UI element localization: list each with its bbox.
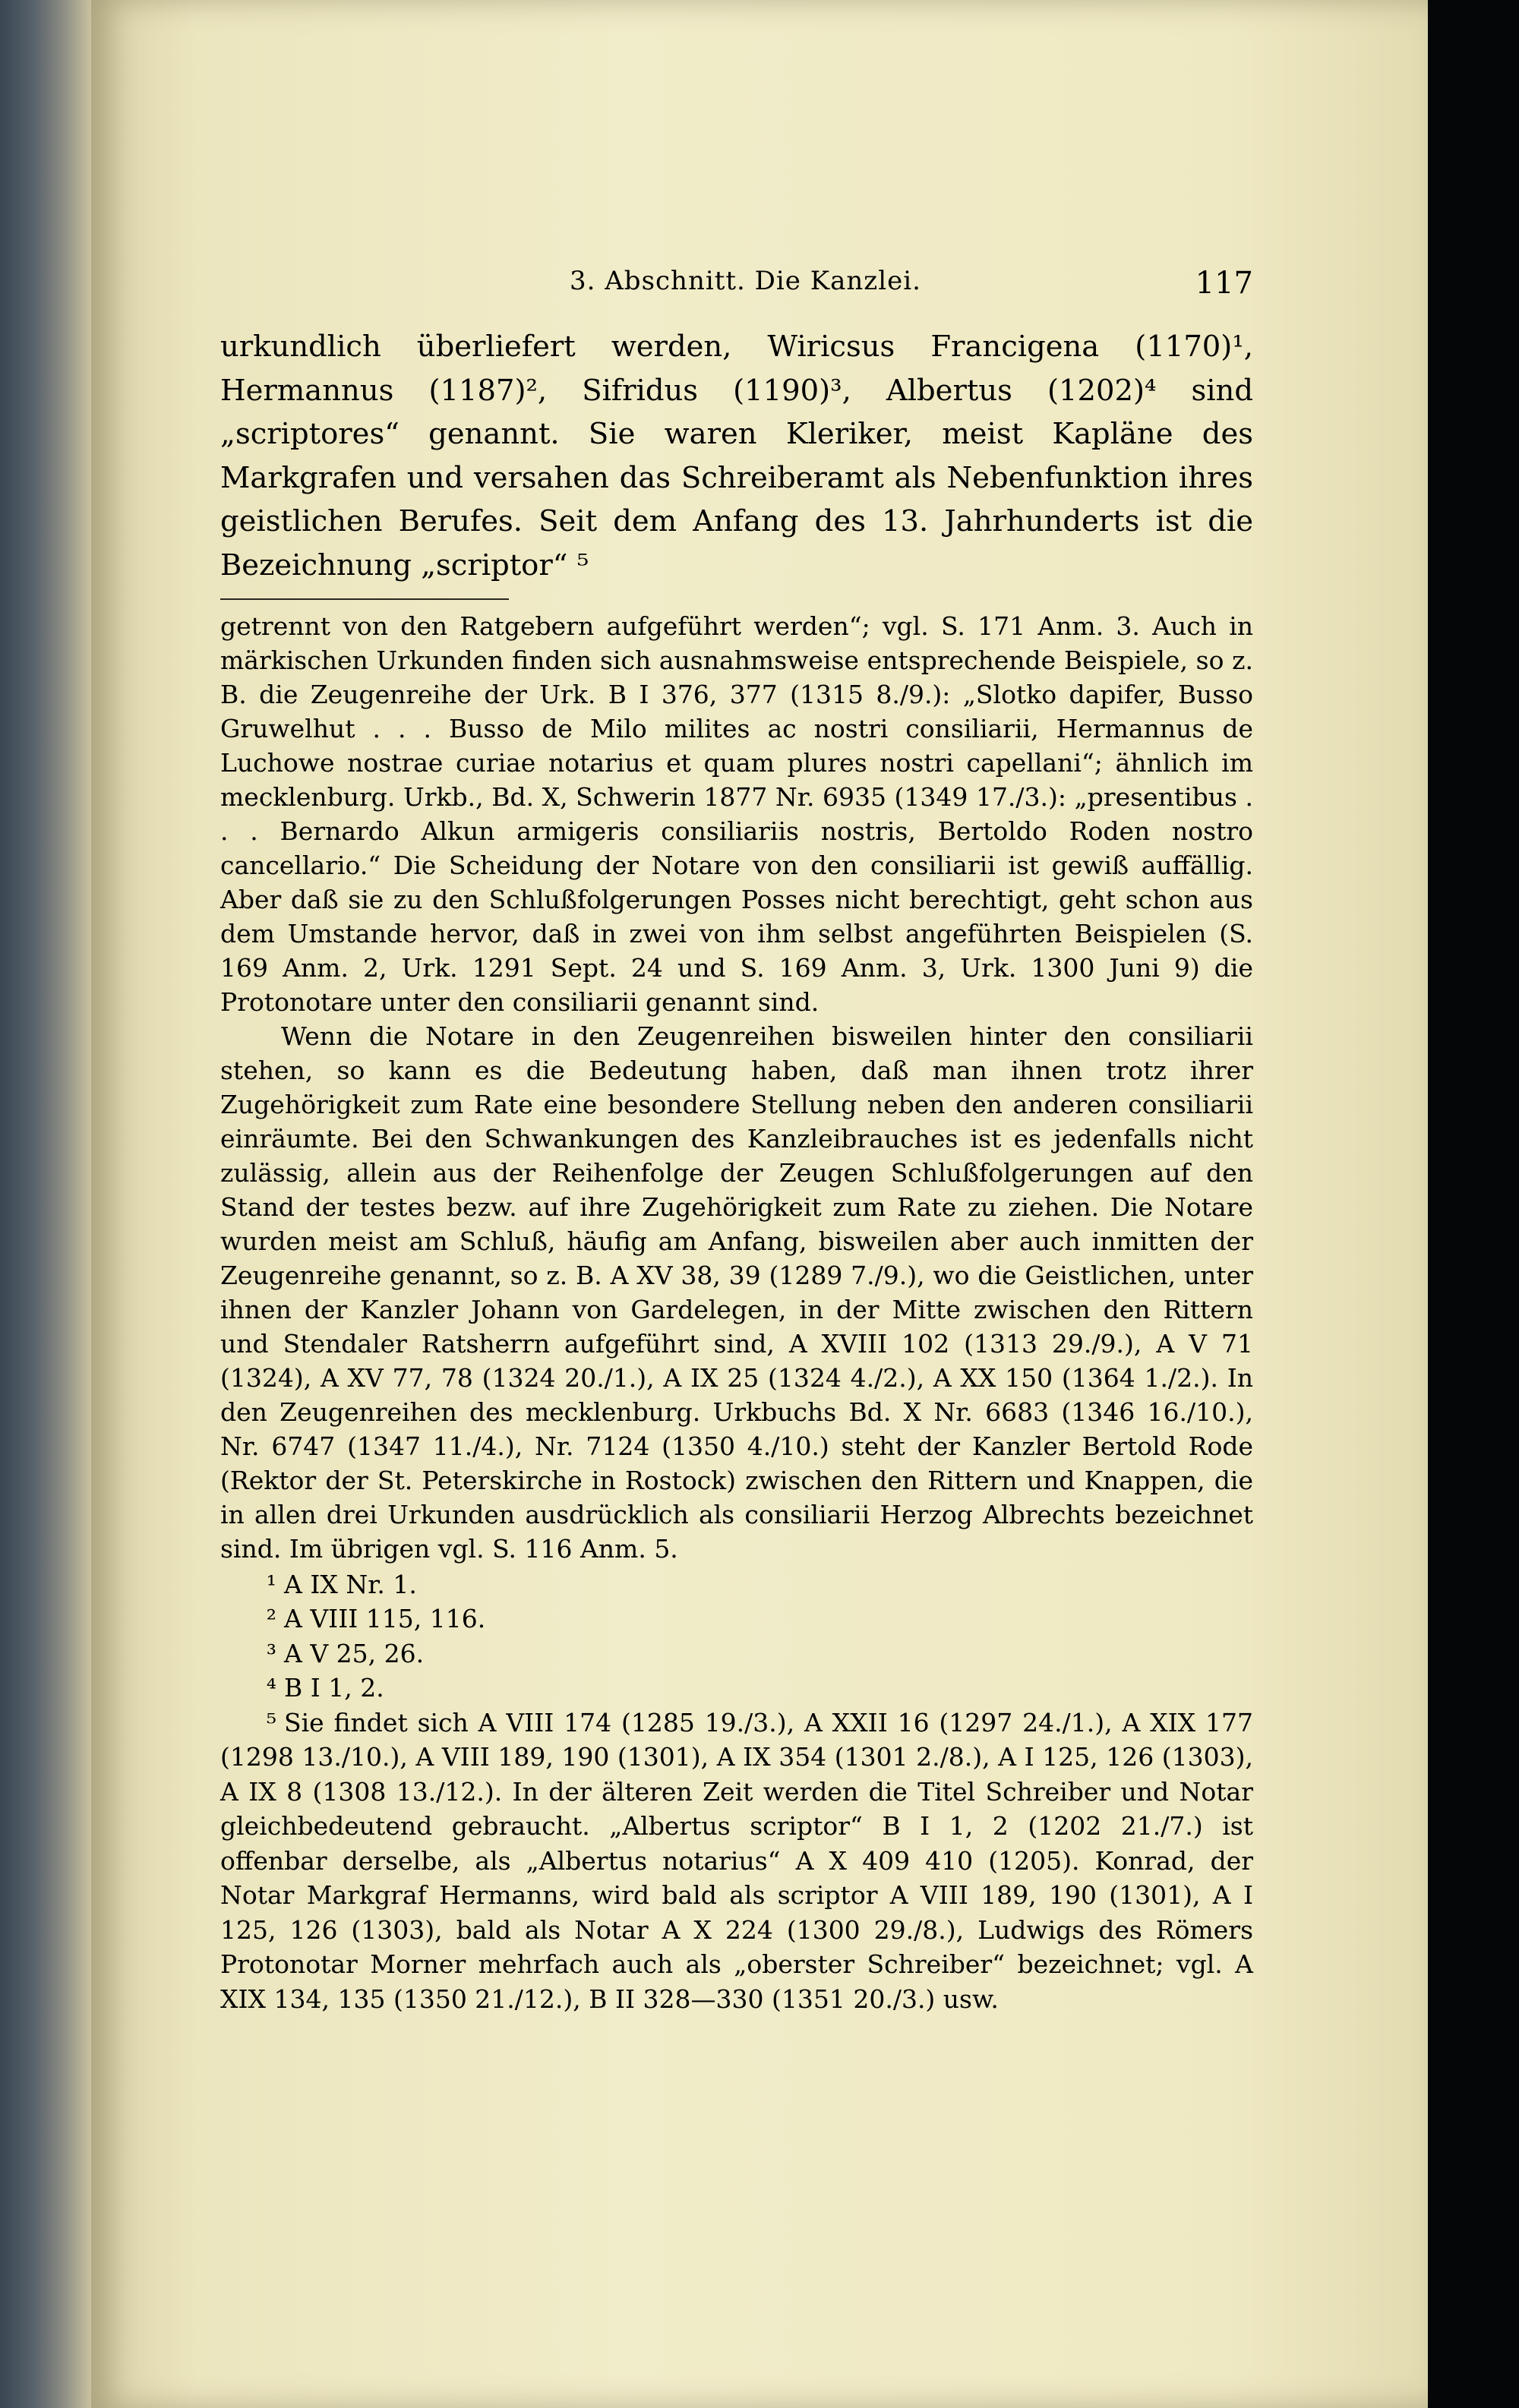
- footnote-separator: [220, 598, 509, 600]
- footnote-number: ⁵: [266, 1707, 276, 1737]
- text-block: [220, 325, 1253, 2016]
- page-number: 117: [1195, 266, 1253, 301]
- footnote: [220, 1567, 1253, 1602]
- background-shadow: [1428, 0, 1519, 2408]
- footnote: [220, 1636, 1253, 1671]
- footnote-number: ²: [266, 1604, 276, 1634]
- main-text: [220, 325, 1253, 588]
- footnote-number: ¹: [266, 1569, 276, 1599]
- footnote-continuation: [220, 609, 1253, 1566]
- running-head: 3. Abschnitt. Die Kanzlei.: [570, 266, 921, 296]
- footnote: [220, 1602, 1253, 1636]
- footnote: [220, 1671, 1253, 1706]
- footnote-number: ⁴: [266, 1673, 276, 1703]
- footnote-text: Sie findet sich A VIII 174 (1285 19./3.), A XXII 16 (1297 24./1.), A XIX 177 (1298 13./10.), A VIII 189, 190 (1301), A IX 354 (1301 2./8.), A I 125, 126 (1303), A IX 8 (1308 13./12.). In der älteren Zeit werden die Titel Schreiber und Notar gleichbedeutend gebraucht. „Albertus scriptor“ B I 1, 2 (1202 21./7.) ist offenbar derselbe, als „Albertus notarius“ A X 409 410 (1205). Konrad, der Notar Markgraf Hermanns, wird bald als scriptor A VIII 189, 190 (1301), A I 125, 126 (1303), bald als Notar A X 224 (1300 29./8.), Ludwigs des Römers Protonotar Morner mehrfach auch als „oberster Schreiber“ bezeichnet; vgl. A XIX 134, 135 (1350 21./12.), B II 328—330 (1351 20./3.) usw.: [220, 1707, 1253, 2014]
- footnote-text: A VIII 115, 116.: [284, 1604, 486, 1634]
- book-spine-edge: [0, 0, 91, 2408]
- footnote-number: ³: [266, 1638, 276, 1668]
- page-header: [478, 266, 1253, 311]
- note-paragraph-2: Wenn die Notare in den Zeugenreihen bisweilen hinter den consiliarii stehen, so kann es die Bedeutung haben, daß man ihnen trotz ihrer Zugehörigkeit zum Rate eine besondere Stellung neben den anderen consiliarii einräumte. Bei den Schwankungen des Kanzleibrauches ist es jedenfalls nicht zulässig, allein aus der Reihenfolge der Zeugen Schlußfolgerungen auf den Stand der testes bezw. auf ihre Zugehörigkeit zum Rate zu ziehen. Die Notare wurden meist am Schluß, häufig am Anfang, bisweilen aber auch inmitten der Zeugenreihe genannt, so z. B. A XV 38, 39 (1289 7./9.), wo die Geistlichen, unter ihnen der Kanzler Johann von Gardelegen, in der Mitte zwischen den Rittern und Stendaler Ratsherrn aufgeführt sind, A XVIII 102 (1313 29./9.), A V 71 (1324), A XV 77, 78 (1324 20./1.), A IX 25 (1324 4./2.), A XX 150 (1364 1./2.). In den Zeugenreihen des mecklenburg. Urkbuchs Bd. X Nr. 6683 (1346 16./10.), Nr. 6747 (1347 11./4.), Nr. 7124 (1350 4./10.) steht der Kanzler Bertold Rode (Rektor der St. Peterskirche in Rostock) zwischen den Rittern und Knappen, die in allen drei Urkunden ausdrücklich als consiliarii Herzog Albrechts bezeichnet sind. Im übrigen vgl. S. 116 Anm. 5.: [220, 1021, 1253, 1564]
- footnote-5: [220, 1706, 1253, 2017]
- footnote-text: B I 1, 2.: [284, 1673, 384, 1703]
- footnote-text: A V 25, 26.: [284, 1638, 425, 1668]
- main-paragraph: urkundlich überliefert werden, Wiricsus Francigena (1170)¹, Hermannus (1187)², Sifridus (1190)³, Albertus (1202)⁴ sind „scriptores“ genannt. Sie waren Kleriker, meist Kapläne des Markgrafen und versahen das Schreiberamt als Nebenfunktion ihres geistlichen Berufes. Seit dem Anfang des 13. Jahrhunderts ist die Bezeichnung „scriptor“ ⁵: [220, 330, 1253, 582]
- note-paragraph-1: getrennt von den Ratgebern aufgeführt werden“; vgl. S. 171 Anm. 3. Auch in märkischen Urkunden finden sich ausnahmsweise entsprechende Beispiele, so z. B. die Zeugenreihe der Urk. B I 376, 377 (1315 8./9.): „Slotko dapifer, Busso Gruwelhut . . . Busso de Milo milites ac nostri consiliarii, Hermannus de Luchowe nostrae curiae notarius et quam plures nostri capellani“; ähnlich im mecklenburg. Urkb., Bd. X, Schwerin 1877 Nr. 6935 (1349 17./3.): „presentibus . . . Bernardo Alkun armigeris consiliariis nostris, Bertoldo Roden nostro cancellario.“ Die Scheidung der Notare von den consiliarii ist gewiß auffällig. Aber daß sie zu den Schlußfolgerungen Posses nicht berechtigt, geht schon aus dem Umstande hervor, daß in zwei von ihm selbst angeführten Beispielen (S. 169 Anm. 2, Urk. 1291 Sept. 24 und S. 169 Anm. 3, Urk. 1300 Juni 9) die Protonotare unter den consiliarii genannt sind.: [220, 611, 1253, 1017]
- footnote-text: A IX Nr. 1.: [284, 1569, 417, 1599]
- footnote-list: [220, 1567, 1253, 2017]
